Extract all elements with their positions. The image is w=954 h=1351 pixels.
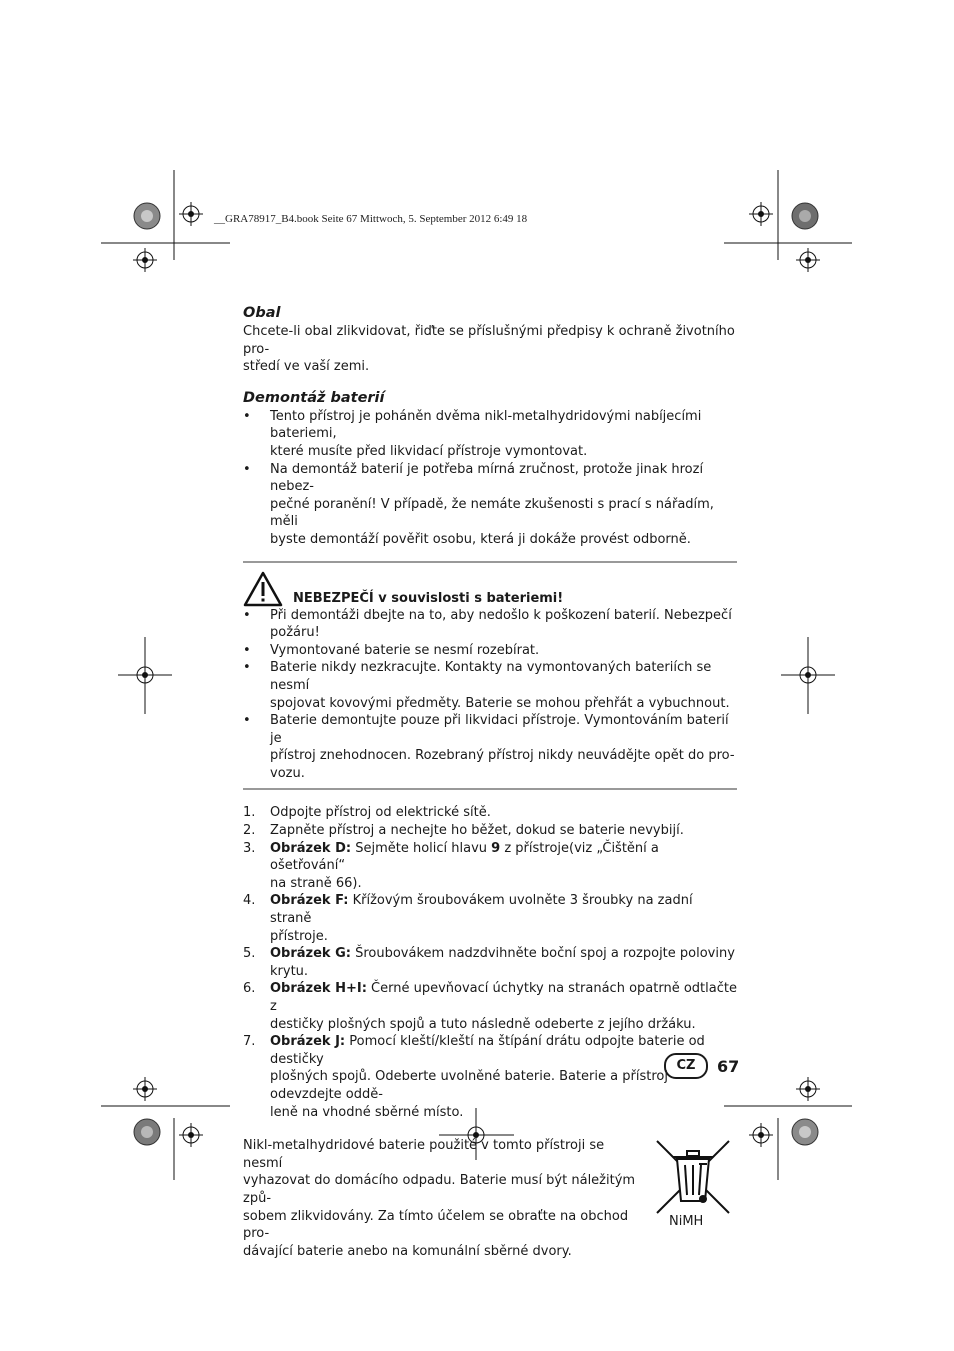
page-number: 67 <box>717 1056 740 1076</box>
obal-heading: Obal <box>243 305 281 321</box>
list-item: 4. Obrázek F: Křížovým šroubovákem uvolněte 3 šroubky na zadní straně přístroje. <box>243 893 693 944</box>
disposal-text: Nikl-metalhydridové baterie použité v tomto přístroji se nesmí vyhazovat do domácího odpadu. Baterie musí být náležitým způ- sobem zlikvidovány. Za tímto účelem se obraťte na obchod pro- dávající baterie anebo na komunální sběrné dvory. <box>243 1138 636 1259</box>
warning-list <box>243 607 737 783</box>
page-content <box>243 303 740 1260</box>
nimh-label: NiMH <box>669 1214 704 1230</box>
language-badge: CZ <box>664 1053 708 1079</box>
list-item: • Při demontáži dbejte na to, aby nedošlo k poškození baterií. Nebezpečí požáru! <box>243 607 737 642</box>
warning-box <box>243 561 737 791</box>
demontaz-heading: Demontáž baterií <box>243 389 385 406</box>
print-header-line: __GRA78917_B4.book Seite 67 Mittwoch, 5. September 2012 6:49 18 <box>214 213 528 225</box>
demontaz-list <box>243 408 737 549</box>
page-footer <box>664 1053 739 1079</box>
list-item: 6. Obrázek H+I: Černé upevňovací úchytky na stranách opatrně odtlačte z destičky plošných spojů a tuto následně odeberte z jejího držáku. <box>243 981 737 1032</box>
list-item: • Baterie demontujte pouze při likvidaci přístroje. Vymontováním baterií je přístroj znehodnocen. Rozebraný přístroj nikdy neuvádějte opět do pro- vozu. <box>243 712 737 782</box>
battery-disposal-section <box>243 1137 737 1260</box>
list-item: 1. Odpojte přístroj od elektrické sítě. <box>243 805 491 821</box>
list-item: 2. Zapněte přístroj a nechejte ho běžet, dokud se baterie nevybijí. <box>243 823 684 839</box>
obal-text: Chcete-li obal zlikvidovat, řiďte se příslušnými předpisy k ochraně životního pro- středí ve vaší zemi. <box>243 324 735 375</box>
disassembly-steps <box>243 804 740 1121</box>
list-item: • Vymontované baterie se nesmí rozebírat. <box>243 642 737 660</box>
crossed-out-bin-icon <box>655 1139 731 1215</box>
list-item: 5. Obrázek G: Šroubovákem nadzdvihněte boční spoj a rozpojte poloviny krytu. <box>243 946 735 979</box>
list-item: 7. Obrázek J: Pomocí kleští/kleští na štípání drátu odpojte baterie od destičky plošných spojů. Odeberte uvolněné baterie. Baterie a přístroj odevzdejte oddě- leně na vhodné sběrné místo. <box>243 1034 705 1120</box>
list-item: • Tento přístroj je poháněn dvěma nikl-metalhydridovými nabíjecími bateriemi, které musíte před likvidací přístroje vymontovat. <box>243 408 737 461</box>
warning-triangle-icon <box>243 571 283 607</box>
list-item: • Na demontáž baterií je potřeba mírná zručnost, protože jinak hrozí nebez- pečné poranění! V případě, že nemáte zkušenosti s prací s nářadím, měli byste demontáží pověřit osobu, která ji dokáže provést odborně. <box>243 461 737 549</box>
list-item: • Baterie nikdy nezkracujte. Kontakty na vymontovaných bateriích se nesmí spojovat kovovými předměty. Baterie se mohou přehřát a vybuchnout. <box>243 659 737 712</box>
warning-title: NEBEZPEČÍ v souvislosti s bateriemi! <box>293 590 564 606</box>
list-item: 3. Obrázek D: Sejměte holicí hlavu 9 z přístroje(viz „Čištění a ošetřování“ na straně 66). <box>243 840 659 891</box>
